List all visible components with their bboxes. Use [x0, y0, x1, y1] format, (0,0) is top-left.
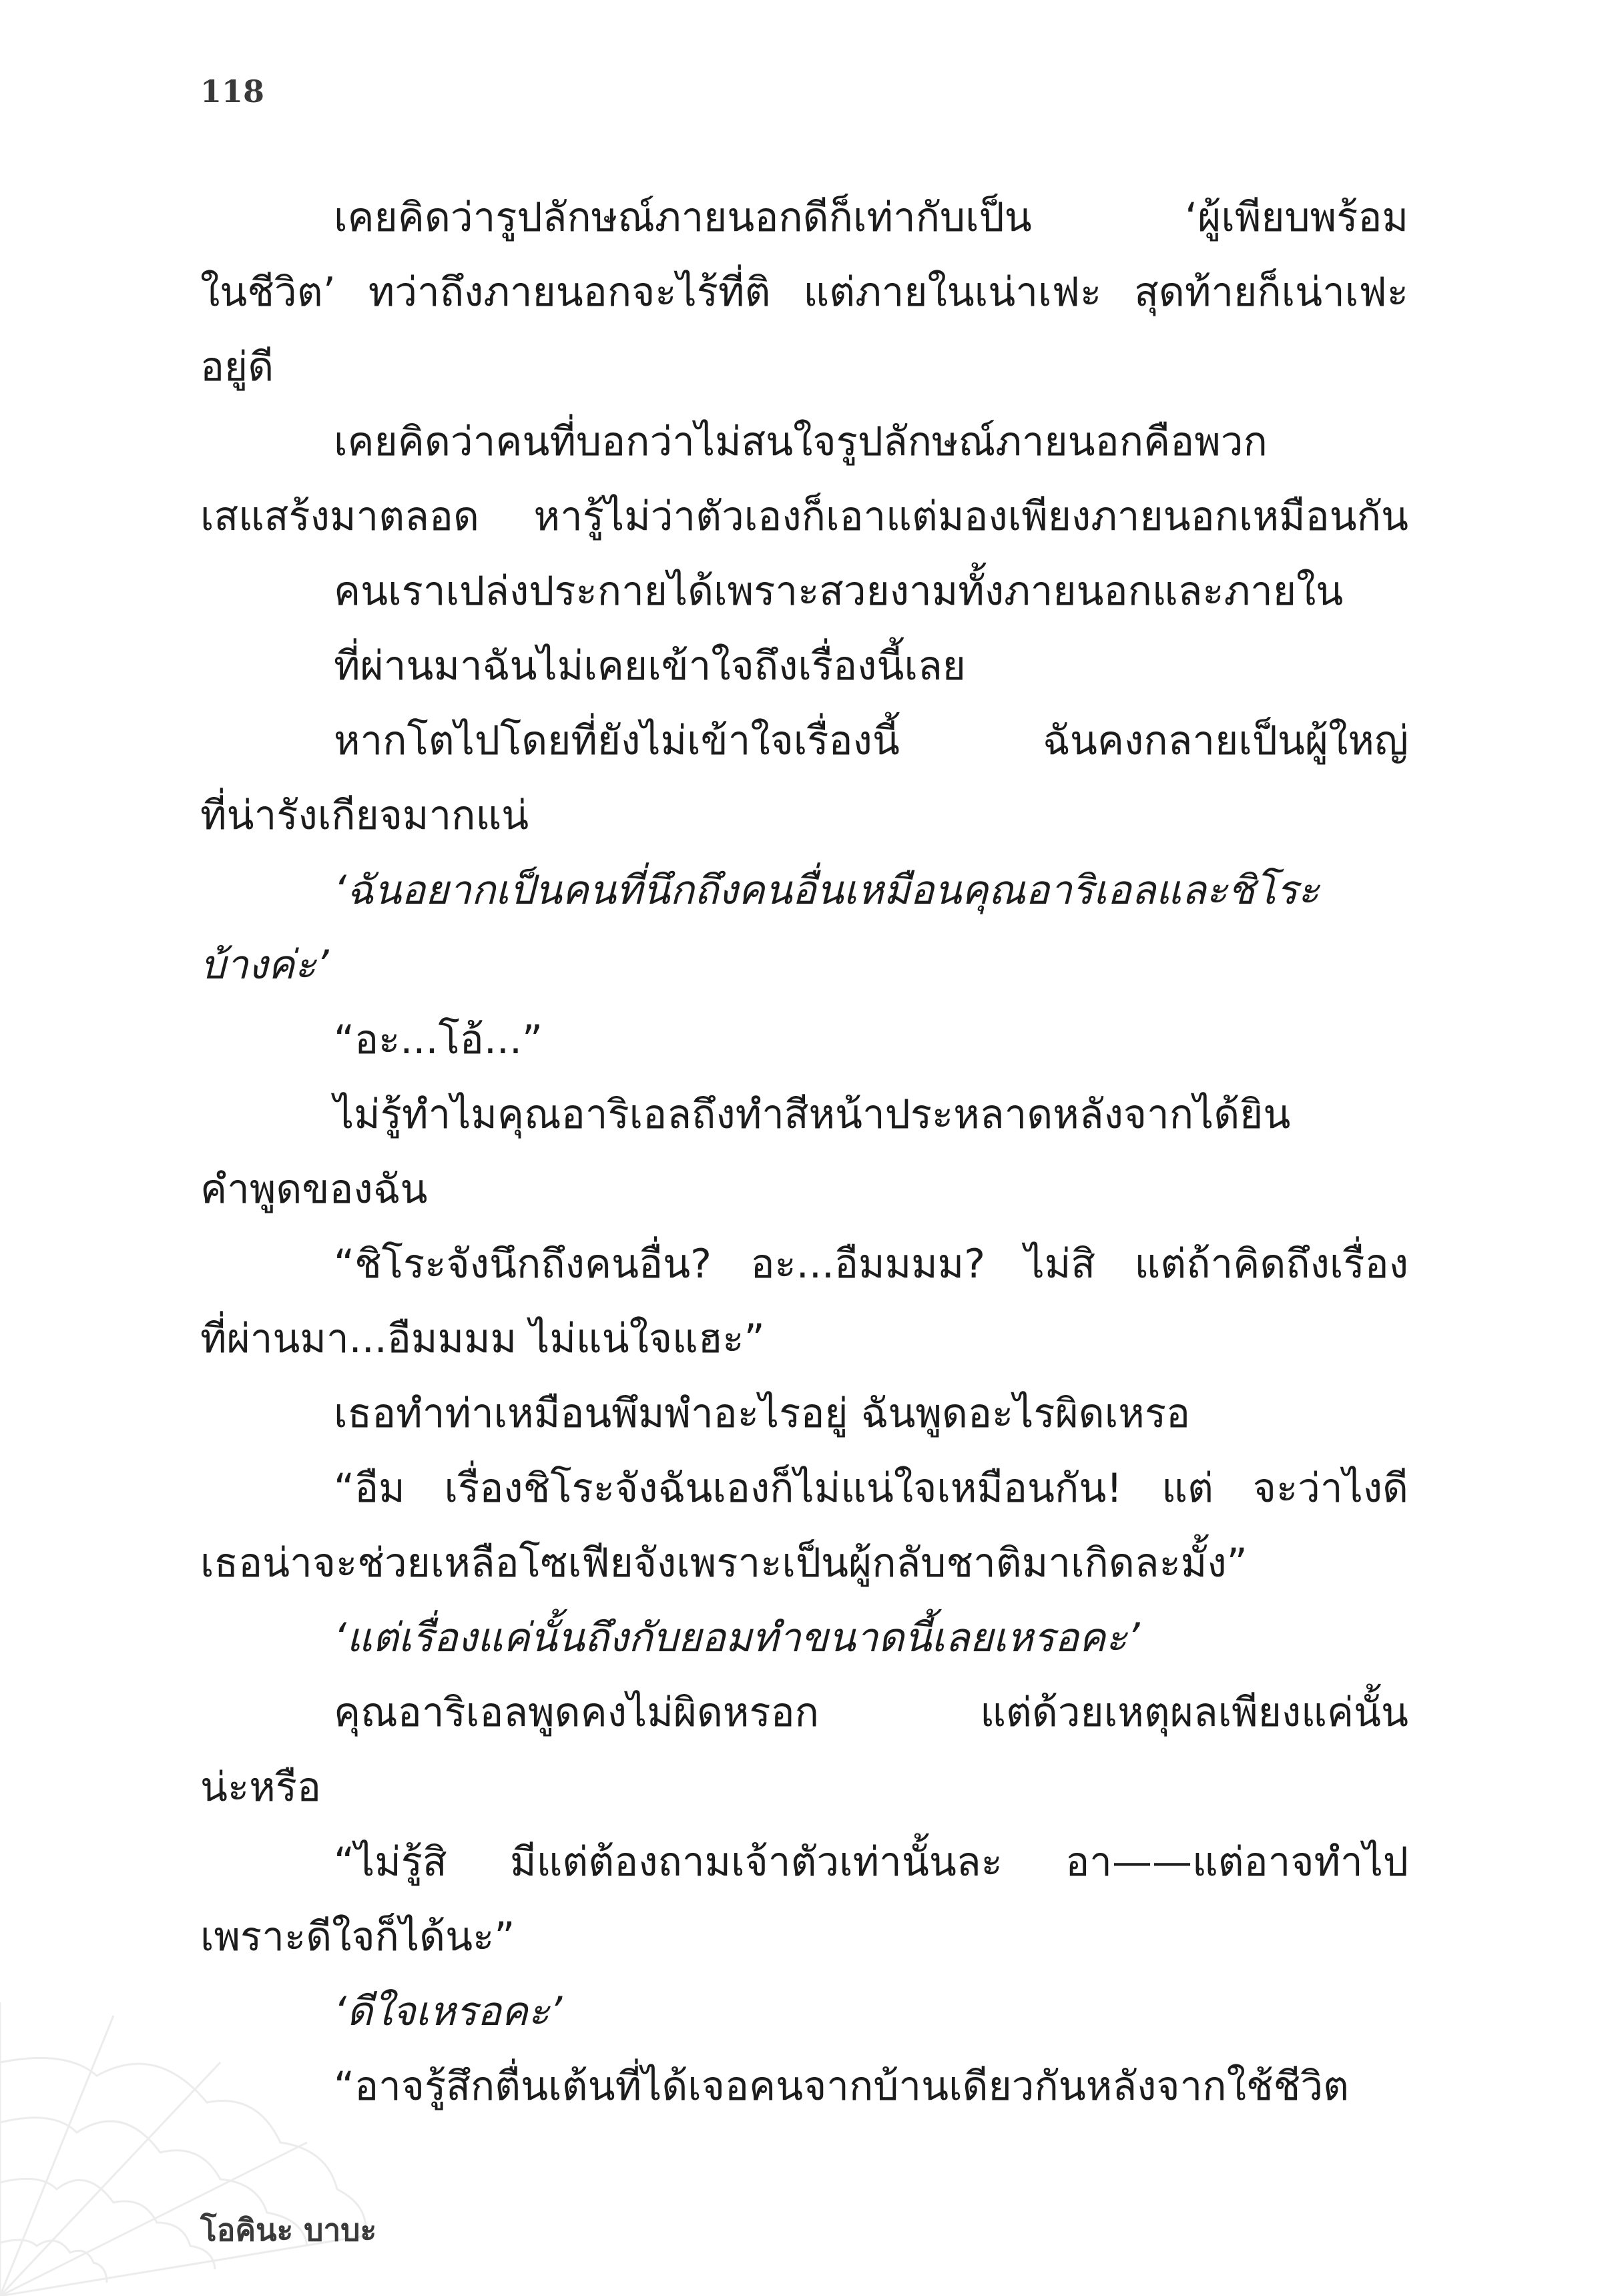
text-line: คนเราเปล่งประกายได้เพราะสวยงามทั้งภายนอกและภายใน — [334, 568, 1344, 615]
text-line: ในชีวิต’ ทว่าถึงภายนอกจะไร้ที่ติ แต่ภายในเน่าเฟะ สุดท้ายก็เน่าเฟะ — [200, 269, 1408, 316]
text-line: “ชิโระจังนึกถึงคนอื่น? อะ...อืมมมม? ไม่สิ แต่ถ้าคิดถึงเรื่อง — [334, 1241, 1408, 1287]
text-line: ‘ฉันอยากเป็นคนที่นึกถึงคนอื่นเหมือนคุณอาริเอลและชิโระ — [334, 867, 1320, 914]
text-line: “อะ...โอ้...” — [334, 1017, 543, 1063]
text-line: เธอทำท่าเหมือนพึมพำอะไรอยู่ ฉันพูดอะไรผิดเหรอ — [334, 1390, 1191, 1437]
text-line: เคยคิดว่าคนที่บอกว่าไม่สนใจรูปลักษณ์ภายนอกคือพวก — [334, 418, 1268, 465]
text-line: “อืม เรื่องชิโระจังฉันเองก็ไม่แน่ใจเหมือนกัน! แต่ จะว่าไงดี — [334, 1465, 1408, 1512]
text-line: ที่น่ารังเกียจมากแน่ — [200, 792, 529, 839]
text-line: ‘ดีใจเหรอคะ’ — [334, 1988, 563, 2035]
text-line: ‘แต่เรื่องแค่นั้นถึงกับยอมทำขนาดนี้เลยเหรอคะ’ — [334, 1615, 1140, 1661]
text-line: คุณอาริเอลพูดคงไม่ผิดหรอก แต่ด้วยเหตุผลเพียงแค่นั้น — [334, 1689, 1408, 1736]
text-line: น่ะหรือ — [200, 1764, 322, 1811]
text-line: “ไม่รู้สิ มีแต่ต้องถามเจ้าตัวเท่านั้นละ อา——แต่อาจทำไป — [334, 1839, 1408, 1886]
text-line: “อาจรู้สึกตื่นเต้นที่ได้เจอคนจากบ้านเดียวกันหลังจากใช้ชีวิต — [334, 2063, 1349, 2110]
page-number: 118 — [200, 73, 265, 109]
text-line: เธอน่าจะช่วยเหลือโซเฟียจังเพราะเป็นผู้กลับชาติมาเกิดละมั้ง” — [200, 1540, 1248, 1587]
body-text — [200, 180, 1408, 2124]
text-line: เสแสร้งมาตลอด หารู้ไม่ว่าตัวเองก็เอาแต่มองเพียงภายนอกเหมือนกัน — [200, 493, 1408, 540]
text-line: ที่ผ่านมา...อืมมมม ไม่แน่ใจแฮะ” — [200, 1316, 765, 1362]
text-line: เคยคิดว่ารูปลักษณ์ภายนอกดีก็เท่ากับเป็น ‘ผู้เพียบพร้อม — [334, 194, 1408, 241]
text-line: ที่ผ่านมาฉันไม่เคยเข้าใจถึงเรื่องนี้เลย — [334, 643, 966, 689]
text-line: ไม่รู้ทำไมคุณอาริเอลถึงทำสีหน้าประหลาดหลังจากได้ยิน — [334, 1091, 1291, 1138]
text-line: หากโตไปโดยที่ยังไม่เข้าใจเรื่องนี้ ฉันคงกลายเป็นผู้ใหญ่ — [334, 718, 1408, 764]
text-line: อยู่ดี — [200, 344, 274, 390]
text-line: บ้างค่ะ’ — [200, 942, 329, 988]
author-name: โอคินะ บาบะ — [200, 2212, 377, 2248]
text-line: คำพูดของฉัน — [200, 1166, 428, 1213]
text-line: เพราะดีใจก็ได้นะ” — [200, 1914, 515, 1960]
